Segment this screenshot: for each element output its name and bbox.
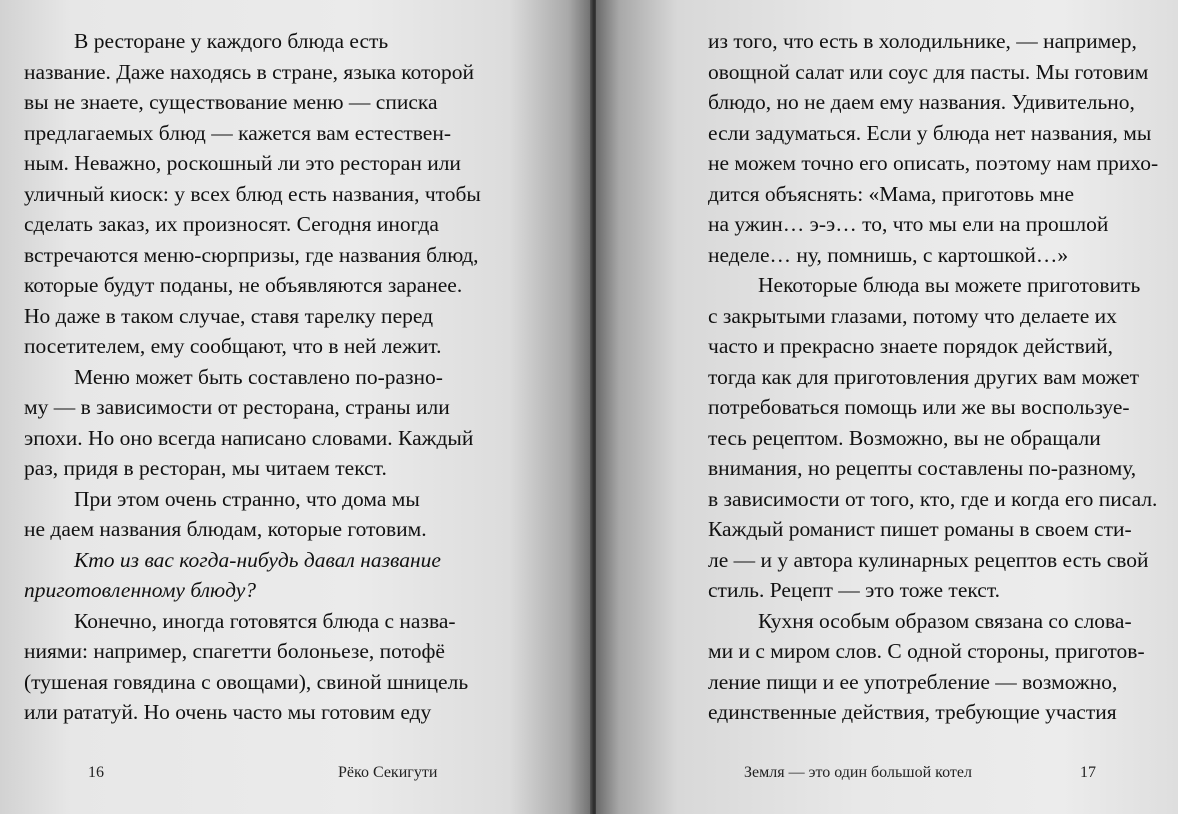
text-line: ле — и у автора кулинарных рецептов есть свой bbox=[708, 547, 1149, 572]
left-page-text bbox=[24, 26, 484, 728]
text-line: часто и прекрасно знаете порядок действий, bbox=[708, 334, 1113, 358]
text-line: предлагаемых блюд — кажется вам естествен- bbox=[24, 120, 451, 145]
right-page-number: 17 bbox=[1080, 764, 1096, 781]
text-line: ным. Неважно, роскошный ли это ресторан или bbox=[24, 151, 461, 175]
text-line: ление пищи и ее употребление — возможно, bbox=[708, 669, 1118, 694]
text-line: стиль. Рецепт — это тоже текст. bbox=[708, 578, 1000, 602]
text-line: При этом очень странно, что дома мы bbox=[74, 486, 420, 511]
text-line: потребоваться помощь или же вы воспользуе- bbox=[708, 395, 1130, 419]
text-line: блюдо, но не даем ему названия. Удивительно, bbox=[708, 90, 1135, 114]
text-line: тесь рецептом. Возможно, вы не обращали bbox=[708, 425, 1101, 450]
text-line: Кто из вас когда-нибудь давал название bbox=[74, 547, 441, 572]
text-line: му — в зависимости от ресторана, страны или bbox=[24, 395, 450, 419]
text-line: приготовленному блюду? bbox=[24, 578, 257, 602]
right-running-head: Земля — это один большой котел bbox=[744, 764, 972, 781]
text-line: раз, придя в ресторан, мы читаем текст. bbox=[24, 456, 387, 480]
text-line: ми и с миром слов. С одной стороны, приготов- bbox=[708, 639, 1145, 663]
text-line: сделать заказ, их произносят. Сегодня иногда bbox=[24, 212, 439, 236]
text-line: (тушеная говядина с овощами), свиной шницель bbox=[24, 669, 469, 694]
text-line: или рататуй. Но очень часто мы готовим еду bbox=[24, 700, 432, 724]
text-line: единственные действия, требующие участия bbox=[708, 700, 1117, 724]
text-line: Но даже в таком случае, ставя тарелку перед bbox=[24, 303, 434, 328]
text-line: Конечно, иногда готовятся блюда с назва- bbox=[74, 608, 456, 633]
text-line: на ужин… э-э… то, что мы ели на прошлой bbox=[708, 212, 1109, 236]
text-line: эпохи. Но оно всегда написано словами. Каждый bbox=[24, 425, 474, 450]
text-line: Каждый романист пишет романы в своем сти- bbox=[708, 517, 1132, 541]
text-line: с закрытыми глазами, потому что делаете их bbox=[708, 303, 1117, 328]
text-line: уличный киоск: у всех блюд есть названия, чтобы bbox=[24, 181, 481, 206]
text-line: Меню может быть составлено по-разно- bbox=[74, 364, 443, 389]
text-line: вы не знаете, существование меню — списка bbox=[24, 90, 438, 114]
text-line: овощной салат или соус для пасты. Мы готовим bbox=[708, 59, 1149, 84]
text-line: из того, что есть в холодильнике, — например, bbox=[708, 29, 1137, 53]
text-line: которые будут поданы, не объявляются заранее. bbox=[24, 273, 463, 297]
text-line: не можем точно его описать, поэтому нам прихо- bbox=[708, 151, 1159, 175]
text-line: посетителем, ему сообщают, что в ней лежит. bbox=[24, 334, 442, 358]
right-page-text bbox=[708, 26, 1159, 728]
text-line: название. Даже находясь в стране, языка которой bbox=[24, 59, 474, 84]
text-line: ниями: например, спагетти болоньезе, потофё bbox=[24, 639, 445, 663]
text-line: В ресторане у каждого блюда есть bbox=[74, 29, 389, 53]
text-line: внимания, но рецепты составлены по-разному, bbox=[708, 456, 1137, 480]
text-line: не даем названия блюдам, которые готовим. bbox=[24, 517, 427, 541]
text-line: дится объяснять: «Мама, приготовь мне bbox=[708, 181, 1075, 206]
left-page-number: 16 bbox=[88, 764, 104, 781]
text-line: в зависимости от того, кто, где и когда его писал. bbox=[708, 486, 1158, 511]
left-running-head: Рёко Секигути bbox=[338, 764, 438, 781]
text-line: тогда как для приготовления других вам может bbox=[708, 364, 1139, 389]
text-line: Некоторые блюда вы можете приготовить bbox=[758, 273, 1141, 297]
text-line: Кухня особым образом связана со слова- bbox=[758, 608, 1132, 633]
right-page bbox=[596, 0, 1178, 814]
text-line: неделе… ну, помнишь, с картошкой…» bbox=[708, 242, 1069, 267]
text-line: встречаются меню-сюрпризы, где названия блюд, bbox=[24, 242, 479, 267]
text-line: если задуматься. Если у блюда нет названия, мы bbox=[708, 120, 1152, 145]
